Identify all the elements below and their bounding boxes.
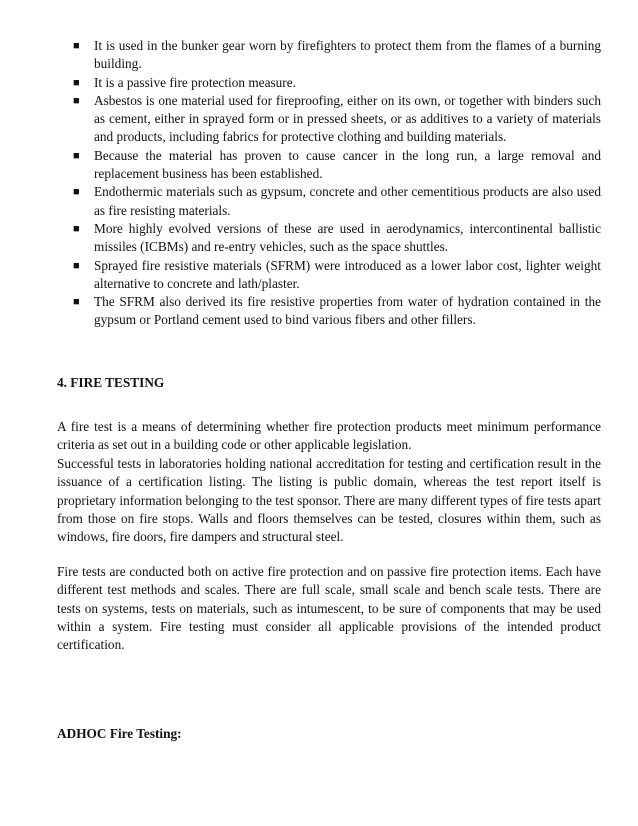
list-item: ■ Because the material has proven to cause cancer in the long run, a large removal and replacement business has been established. <box>73 147 601 182</box>
list-item: ■ Asbestos is one material used for fireproofing, either on its own, or together with binders such as cement, either in sprayed form or in pressed sheets, or as additives to a variety of materials and products, including fabrics for protective clothing and building materials. <box>73 92 601 145</box>
paragraph-test-types: Fire tests are conducted both on active fire protection and on passive fire protection items. Each have different test methods and scales. There are full scale, small scale and bench scale tests. There are tests on systems, tests on materials, such as intumescent, to be sure of components that may be used within a system. Fire testing must consider all applicable provisions of the intended product certification. <box>57 564 601 653</box>
section-heading: 4. FIRE TESTING <box>57 375 165 390</box>
square-bullet-icon: ■ <box>73 222 80 235</box>
list-item: ■ Sprayed fire resistive materials (SFRM) were introduced as a lower labor cost, lighter weight alternative to concrete and lath/plaster. <box>73 257 601 291</box>
square-bullet-icon: ■ <box>73 149 80 162</box>
square-bullet-icon: ■ <box>73 40 80 52</box>
square-bullet-icon: ■ <box>73 94 80 107</box>
list-item: ■ More highly evolved versions of these are used in aerodynamics, intercontinental ballistic missiles (ICBMs) and re-entry vehicles, such as the space shuttles. <box>73 220 601 255</box>
list-item: ■ It is used in the bunker gear worn by firefighters to protect them from the flames of a burning building. <box>73 38 601 72</box>
bullet-list <box>73 37 601 330</box>
square-bullet-icon: ■ <box>73 186 80 199</box>
list-item: ■ The SFRM also derived its fire resistive properties from water of hydration contained in the gypsum or Portland cement used to bind various fibers and other fillers. <box>73 294 601 328</box>
list-item: ■ Endothermic materials such as gypsum, concrete and other cementitious products are also used as fire resisting materials. <box>73 184 601 218</box>
square-bullet-icon: ■ <box>73 296 80 309</box>
paragraph-definition: A fire test is a means of determining whether fire protection products meet minimum performance criteria as set out in a building code or other applicable legislation. <box>57 419 601 453</box>
square-bullet-icon: ■ <box>73 76 80 89</box>
square-bullet-icon: ■ <box>73 259 80 272</box>
paragraph-certification: Successful tests in laboratories holding national accreditation for testing and certification result in the issuance of a certification listing. The listing is public domain, whereas the test report itself is proprietary information belonging to the test sponsor. There are many different types of fire tests apart from those on fire stops. Walls and floors themselves can be tested, closures within them, such as windows, fire doors, fire dampers and structural steel. <box>57 456 601 545</box>
list-item: ■ It is a passive fire protection measure. <box>73 74 601 92</box>
sub-heading: ADHOC Fire Testing: <box>57 726 182 741</box>
